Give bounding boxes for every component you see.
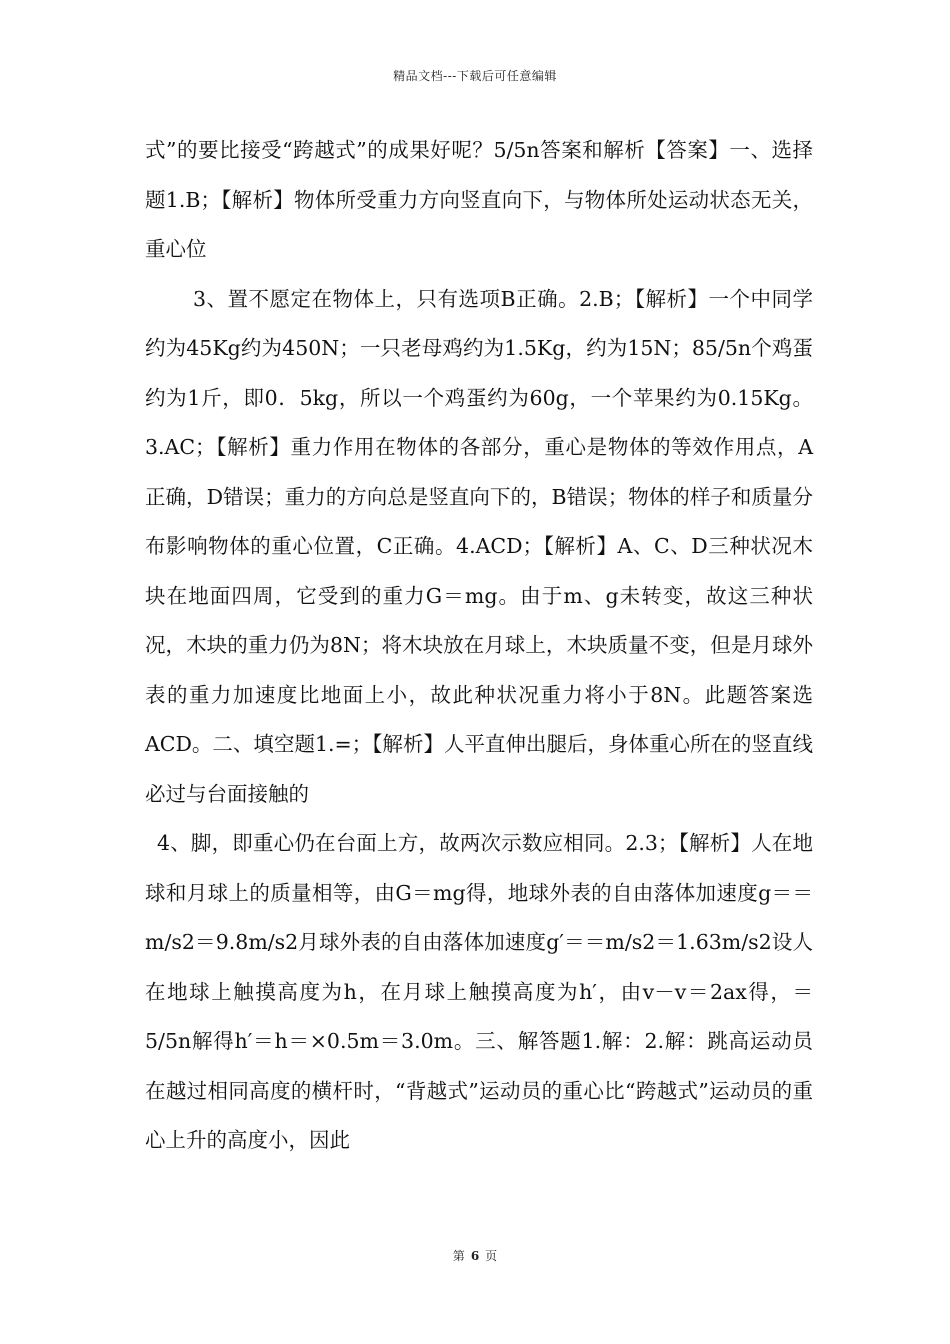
page-number: 6 — [470, 1249, 480, 1263]
page-number-prefix: 第 — [452, 1249, 465, 1263]
paragraph-section-3: 3、置不愿定在物体上，只有选项B正确。2.B；【解析】一个中同学约为45Kg约为450N；一只老母鸡约为1.5Kg，约为15N；85/5n个鸡蛋约为1斤，即0．5kg，所以一个鸡蛋约为60g，一个苹果约为0.15Kg。3.AC；【解析】重力作用在物体的各部分，重心是物体的等效作用点，A正确，D错误；重力的方向总是竖直向下的，B错误；物体的样子和质量分布影响物体的重心位置，C正确。4.ACD；【解析】A、C、D三种状况木块在地面四周，它受到的重力G＝mg。由于m、g未转变，故这三种状况，木块的重力仍为8N；将木块放在月球上，木块质量不变，但是月球外表的重力加速度比地面上小，故此种状况重力将小于8N。此题答案选ACD。二、填空题1.=；【解析】人平直伸出腿后，身体重心所在的竖直线必过与台面接触的 — [145, 286, 813, 806]
page-footer — [0, 1247, 950, 1264]
paragraph-answers-intro: 式”的要比接受“跨越式”的成果好呢？5/5n答案和解析【答案】一、选择题1.B；【解析】物体所受重力方向竖直向下，与物体所处运动状态无关，重心位 — [145, 138, 813, 261]
page-header: 精品文档---下载后可任意编辑 — [393, 69, 557, 83]
paragraph-section-4: 4、脚，即重心仍在台面上方，故两次示数应相同。2.3；【解析】人在地球和月球上的质量相等，由G＝mg得，地球外表的自由落体加速度g＝＝m/s2＝9.8m/s2月球外表的自由落体加速度g′＝＝m/s2＝1.63m/s2设人在地球上触摸高度为h，在月球上触摸高度为h′，由v－v＝2ax得，＝5/5n解得h′＝h＝×0.5m＝3.0m。三、解答题1.解：2.解：跳高运动员在越过相同高度的横杆时，“背越式”运动员的重心比“跨越式”运动员的重心上升的高度小，因此 — [145, 831, 813, 1152]
document-body — [145, 126, 813, 1166]
page-number-suffix: 页 — [485, 1249, 498, 1263]
